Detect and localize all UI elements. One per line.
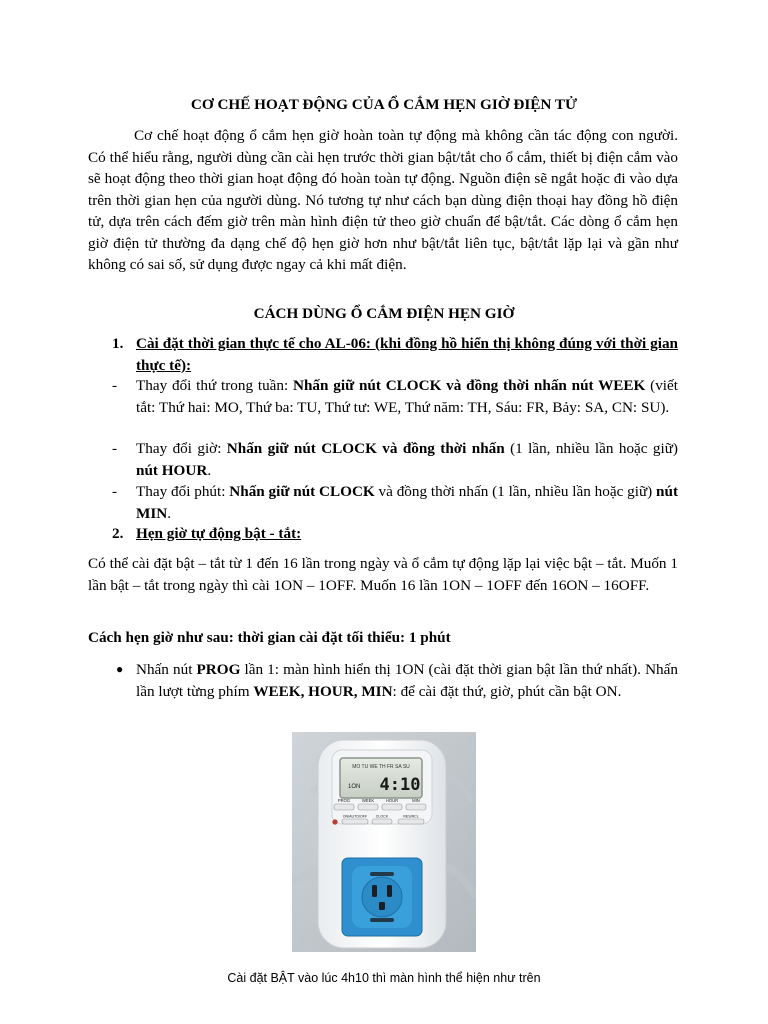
svg-text:WEEK: WEEK (361, 798, 375, 803)
lcd-days: MO TU WE TH FR SA SU (352, 764, 410, 770)
power-led (332, 819, 337, 824)
dash-marker: - (112, 377, 118, 394)
dash-marker: - (112, 440, 118, 457)
socket-hole-ground (379, 902, 385, 910)
timer-socket-photo (292, 732, 476, 952)
image-caption: Cài đặt BẬT vào lúc 4h10 thì màn hình thể hiện như trên (227, 971, 541, 985)
onauto-button[interactable] (342, 819, 368, 824)
hour-button[interactable] (382, 804, 402, 810)
bullet-marker: ● (116, 662, 124, 676)
dash-item-week (112, 375, 678, 418)
svg-text:ON/AUTO/OFF: ON/AUTO/OFF (342, 814, 368, 819)
dash-text: Thay đổi giờ: Nhấn giữ nút CLOCK và đồng thời nhấn (1 lần, nhiều lần hoặc giữ) nút HOUR. (136, 440, 678, 479)
paragraph-setup-heading: Cách hẹn giờ như sau: thời gian cài đặt tối thiểu: 1 phút (88, 629, 451, 646)
dash-text: Thay đổi phút: Nhấn giữ nút CLOCK và đồng thời nhấn (1 lần, nhiều lần hoặc giữ) nút MIN. (136, 483, 678, 522)
res-button[interactable] (398, 819, 424, 824)
paragraph-on-off: Có thể cài đặt bật – tắt từ 1 đến 16 lần trong ngày và ổ cắm tự động lặp lại việc bật – tắt. Muốn 1 lần bật – tắt trong ngày thì cài 1ON – 1OFF. Muốn 16 lần 1ON – 1OFF đến 16ON – 16OFF. (88, 555, 678, 594)
numbered-item-2 (112, 523, 678, 545)
socket-hole-left (372, 885, 377, 897)
svg-text:RES/RCL: RES/RCL (403, 814, 419, 819)
dash-item-hour (112, 438, 678, 481)
heading-usage: CÁCH DÙNG Ổ CẮM ĐIỆN HẸN GIỜ (253, 305, 515, 322)
svg-text:CLOCK: CLOCK (375, 814, 389, 819)
min-button[interactable] (406, 804, 426, 810)
lcd-on-label: 1ON (348, 784, 361, 790)
lcd-time: 4:10 (379, 775, 421, 795)
dash-text: Thay đổi thứ trong tuần: Nhấn giữ nút CLOCK và đồng thời nhấn nút WEEK (viết tắt: Thứ hai: MO, Thứ ba: TU, Thứ tư: WE, Thứ năm: TH, Sáu: FR, Bảy: SA, CN: SU). (136, 377, 678, 416)
socket-hole-right (387, 885, 392, 897)
intro-paragraph: Cơ chế hoạt động ổ cắm hẹn giờ hoàn toàn tự động mà không cần tác động con người. Có thể hiểu rằng, người dùng cần cài hẹn trước thời gian bật/tắt cho ổ cắm, thiết bị điện cắm vào sẽ hoạt động theo thời gian hoạt động đó hoàn toàn tự động. Nguồn điện sẽ ngắt hoặc đi vào dựa trên thời gian hẹn của người dùng. Nó tương tự như cách bạn dùng điện thoại hay đồng hồ điện tử, dựa trên cách đếm giờ trên màn hình điện tử theo giờ chuẩn để bật/tắt. Các dòng ổ cắm hẹn giờ điện tử thường đa dạng chế độ hẹn giờ hơn như bật/tắt liên tục, bật/tắt lặp lại và gần như không có sai số, sử dụng được ngay cả khi mất điện. (88, 127, 678, 273)
dash-marker: - (112, 483, 118, 500)
item-number: 2. (112, 525, 124, 542)
heading-mechanism: CƠ CHẾ HOẠT ĐỘNG CỦA Ổ CẮM HẸN GIỜ ĐIỆN TỬ (190, 96, 578, 113)
item-number: 1. (112, 335, 124, 352)
bullet-text: Nhấn nút PROG lần 1: màn hình hiển thị 1ON (cài đặt thời gian bật lần thứ nhất). Nhấn lần lượt từng phím WEEK, HOUR, MIN: để cài đặt thứ, giờ, phút cần bật ON. (136, 661, 678, 700)
clock-button[interactable] (372, 819, 392, 824)
svg-text:HOUR: HOUR (385, 798, 399, 803)
dash-item-min (112, 481, 678, 524)
prog-button[interactable] (334, 804, 354, 810)
svg-text:MIN: MIN (412, 798, 420, 803)
bullet-item-prog (112, 659, 678, 702)
item-text: Cài đặt thời gian thực tế cho AL-06: (khi đồng hồ hiển thị không đúng với thời gian thực tế): (136, 335, 678, 374)
week-button[interactable] (358, 804, 378, 810)
numbered-item-1 (112, 333, 678, 376)
svg-text:PROG: PROG (337, 798, 351, 803)
item-text: Hẹn giờ tự động bật - tắt: (136, 525, 302, 542)
